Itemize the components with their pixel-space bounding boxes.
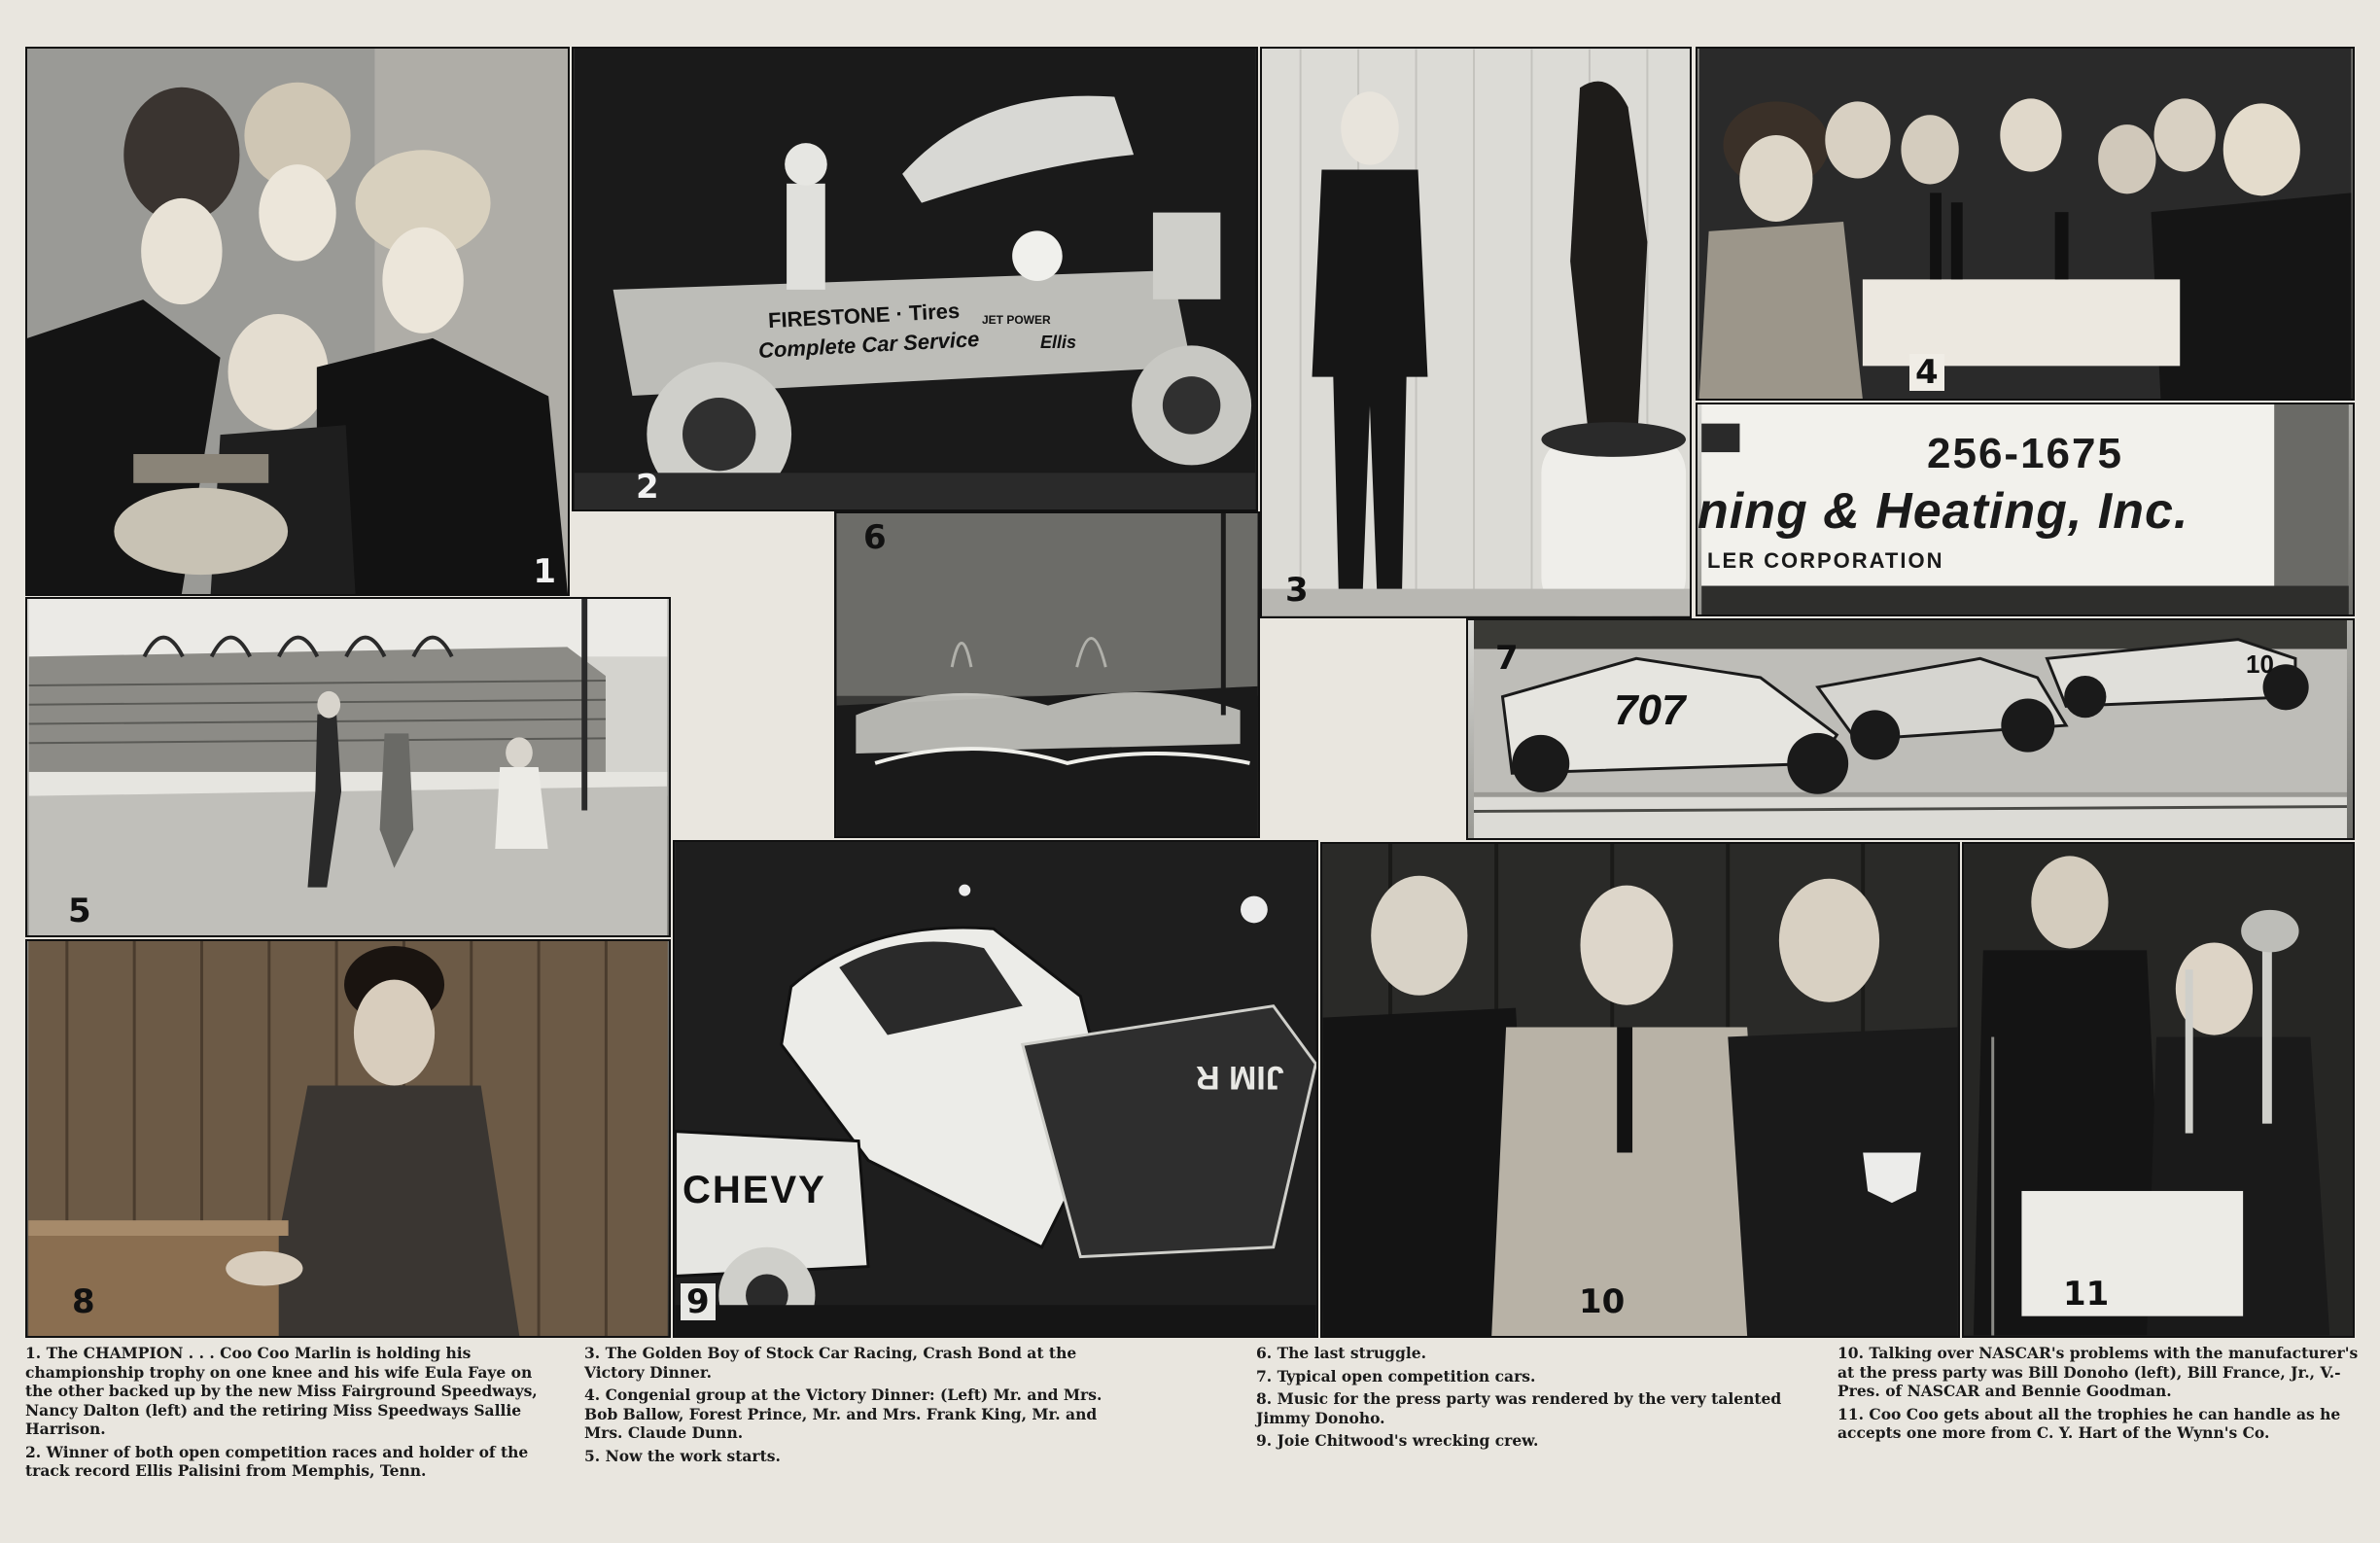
- photo-number: 1: [533, 552, 556, 591]
- photo-champion-art: [27, 49, 568, 594]
- photo-nascar-talk-art: [1322, 844, 1958, 1336]
- photo-sprint-car-art: [574, 49, 1256, 509]
- photo-competition-cars: [1466, 618, 2355, 840]
- photo-sprint-car: [572, 47, 1258, 511]
- car-lettering-jet-power: JET POWER: [982, 313, 1051, 327]
- sign-company-subline: LER CORPORATION: [1707, 548, 1944, 573]
- photo-champion: [25, 47, 570, 596]
- caption-column-3: [1256, 1344, 1786, 1455]
- car-number-707: 707: [1614, 686, 1686, 734]
- caption-10: 10. Talking over NASCAR's problems with the manufacturer's at the press party was Bill Donoho (left), Bill France, Jr., V.-Pres. of NASCAR and Bennie Goodman.: [1838, 1344, 2359, 1400]
- photo-number: 4: [1909, 354, 1944, 391]
- photo-victory-dinner-group: [1696, 47, 2355, 401]
- caption-9: 9. Joie Chitwood's wrecking crew.: [1256, 1431, 1539, 1450]
- car-number-10: 10: [2246, 649, 2274, 679]
- photo-competition-cars-art: [1468, 620, 2353, 838]
- sign-phone-number: 256-1675: [1927, 430, 2123, 477]
- photo-golden-boy-art: [1262, 49, 1690, 616]
- photo-last-struggle: [834, 511, 1260, 838]
- caption-column-2: [584, 1344, 1138, 1469]
- photo-wrecking-crew: [673, 840, 1318, 1338]
- caption-3: 3. The Golden Boy of Stock Car Racing, Crash Bond at the Victory Dinner.: [584, 1344, 1077, 1382]
- photo-trophies: [1962, 842, 2355, 1338]
- caption-2: 2. Winner of both open competition races and holder of the track record Ellis Palisini from Memphis, Tenn.: [25, 1442, 529, 1480]
- car-lettering-ellis: Ellis: [1040, 333, 1077, 352]
- photo-victory-dinner-group-art: [1698, 49, 2353, 399]
- caption-column-1: [25, 1344, 541, 1485]
- photo-trophies-art: [1964, 844, 2353, 1336]
- caption-6: 6. The last struggle.: [1256, 1344, 1426, 1362]
- captions-area: [25, 1344, 2359, 1533]
- caption-11: 11. Coo Coo gets about all the trophies he can handle as he accepts one more from C. Y. Hart of the Wynn's Co.: [1838, 1404, 2341, 1442]
- photo-work-starts-art: [27, 599, 669, 935]
- photo-number: 5: [68, 892, 91, 930]
- caption-column-4: [1838, 1344, 2359, 1447]
- photo-last-struggle-art: [836, 513, 1258, 836]
- photo-number: 10: [1579, 1282, 1626, 1321]
- photo-number: 6: [863, 518, 887, 557]
- photo-number: 3: [1285, 571, 1309, 610]
- photo-number: 11: [2063, 1275, 2110, 1314]
- car-lettering-firestone: FIRESTONE · Tires: [767, 298, 961, 333]
- car-lettering-chevy: CHEVY: [682, 1169, 826, 1211]
- photo-work-starts: [25, 597, 671, 937]
- photo-nascar-talk: [1320, 842, 1960, 1338]
- car-lettering-jim: JIM R: [1196, 1059, 1284, 1096]
- caption-5: 5. Now the work starts.: [584, 1446, 781, 1465]
- sign-company-name: ning & Heating, Inc.: [1698, 483, 2189, 540]
- caption-8: 8. Music for the press party was rendered by the very talented Jimmy Donoho.: [1256, 1389, 1782, 1427]
- photo-number: 9: [681, 1283, 716, 1320]
- photo-number: 2: [636, 468, 659, 507]
- caption-7: 7. Typical open competition cars.: [1256, 1366, 1536, 1385]
- photo-golden-boy: [1260, 47, 1692, 618]
- car-lettering-service: Complete Car Service: [757, 327, 980, 363]
- photo-number: 8: [72, 1282, 95, 1321]
- photo-organist: [25, 939, 671, 1338]
- caption-1: 1. The CHAMPION . . . Coo Coo Marlin is holding his championship trophy on one knee and his wife Eula Faye on the other backed up by the new Miss Fairground Speedways, Nancy Dalton (left) and the retiring Miss Speedways Sallie Harrison.: [25, 1344, 538, 1438]
- caption-4: 4. Congenial group at the Victory Dinner: (Left) Mr. and Mrs. Bob Ballow, Forest Prince, Mr. and Mrs. Frank King, Mr. and Mrs. Claude Dunn.: [584, 1385, 1102, 1442]
- photo-number: 7: [1495, 639, 1519, 678]
- photo-organist-art: [27, 941, 669, 1336]
- photo-heating-sign: [1696, 403, 2355, 616]
